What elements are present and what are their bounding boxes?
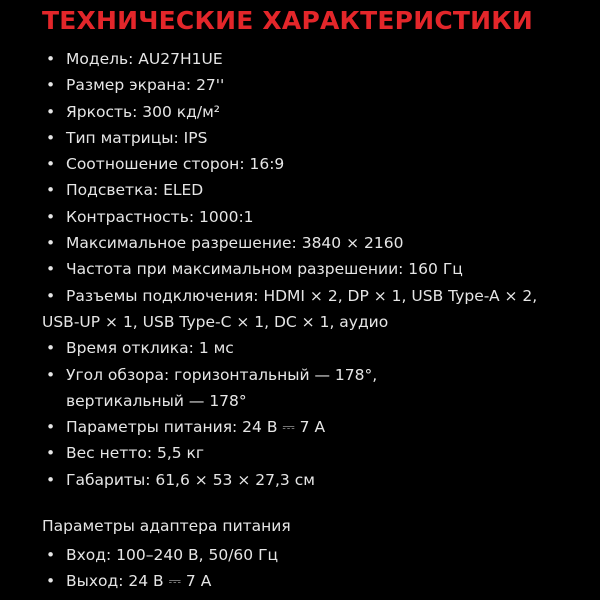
bullet: • bbox=[46, 365, 56, 384]
spec-text: Размер экрана: 27'' bbox=[66, 76, 225, 95]
spec-text: Частота при максимальном разрешении: 160 Гц bbox=[66, 260, 463, 279]
adapter-text: Вход: 100–240 В, 50/60 Гц bbox=[66, 546, 279, 564]
spec-item-response-time bbox=[42, 335, 594, 361]
adapter-text: Выход: 24 В ⎓ 7 А bbox=[66, 572, 212, 591]
bullet: • bbox=[46, 286, 56, 305]
spec-item-brightness bbox=[42, 99, 594, 125]
spec-item-max-resolution bbox=[42, 230, 594, 256]
bullet: • bbox=[46, 470, 56, 489]
spec-item-power bbox=[42, 414, 594, 440]
bullet: • bbox=[46, 339, 56, 358]
bullet: • bbox=[46, 207, 56, 226]
bullet: • bbox=[46, 572, 56, 591]
spec-item-aspect-ratio bbox=[42, 151, 594, 177]
spec-item-contrast bbox=[42, 204, 594, 230]
spec-text: Модель: AU27H1UE bbox=[66, 50, 223, 68]
spec-text: Тип матрицы: IPS bbox=[66, 128, 208, 147]
bullet: • bbox=[46, 128, 56, 147]
spec-text: Разъемы подключения: HDMI × 2, DP × 1, USB Type-A × 2, bbox=[66, 286, 538, 305]
spec-list bbox=[42, 46, 594, 493]
bullet: • bbox=[46, 234, 56, 253]
bullet: • bbox=[46, 50, 56, 68]
bullet: • bbox=[46, 546, 56, 564]
spec-text: Вес нетто: 5,5 кг bbox=[66, 444, 205, 463]
bullet: • bbox=[46, 260, 56, 279]
adapter-list bbox=[42, 542, 594, 595]
spec-text: Время отклика: 1 мс bbox=[66, 339, 234, 358]
spec-item-screen-size bbox=[42, 72, 594, 98]
spec-item-connectors bbox=[42, 283, 594, 336]
spec-text: Соотношение сторон: 16:9 bbox=[66, 155, 285, 174]
spec-item-dimensions bbox=[42, 467, 594, 493]
bullet: • bbox=[46, 155, 56, 174]
spec-item-refresh-rate bbox=[42, 256, 594, 282]
spec-item-backlight bbox=[42, 177, 594, 203]
bullet: • bbox=[46, 76, 56, 95]
page-title: ТЕХНИЧЕСКИЕ ХАРАКТЕРИСТИКИ bbox=[42, 6, 534, 35]
spec-item-matrix-type bbox=[42, 125, 594, 151]
bullet: • bbox=[46, 181, 56, 200]
adapter-item-input bbox=[42, 542, 594, 568]
spec-text: Угол обзора: горизонтальный — 178°, bbox=[66, 365, 378, 384]
spec-item-viewing-angle bbox=[42, 362, 594, 415]
spec-text: Параметры питания: 24 В ⎓ 7 А bbox=[66, 418, 326, 437]
spec-item-model bbox=[42, 46, 594, 72]
spec-text: Подсветка: ELED bbox=[66, 181, 204, 200]
spec-text-continued: USB-UP × 1, USB Type-C × 1, DC × 1, аудио bbox=[42, 312, 389, 331]
spec-text: Контрастность: 1000:1 bbox=[66, 207, 254, 226]
bullet: • bbox=[46, 444, 56, 463]
spec-text-continued: вертикальный — 178° bbox=[66, 391, 247, 410]
spec-item-net-weight bbox=[42, 440, 594, 466]
spec-text: Габариты: 61,6 × 53 × 27,3 см bbox=[66, 470, 315, 489]
bullet: • bbox=[46, 102, 56, 121]
adapter-section-title: Параметры адаптера питания bbox=[42, 517, 291, 535]
adapter-item-output bbox=[42, 568, 594, 594]
spec-text: Яркость: 300 кд/м² bbox=[66, 102, 221, 121]
spec-text: Максимальное разрешение: 3840 × 2160 bbox=[66, 234, 404, 253]
bullet: • bbox=[46, 418, 56, 437]
